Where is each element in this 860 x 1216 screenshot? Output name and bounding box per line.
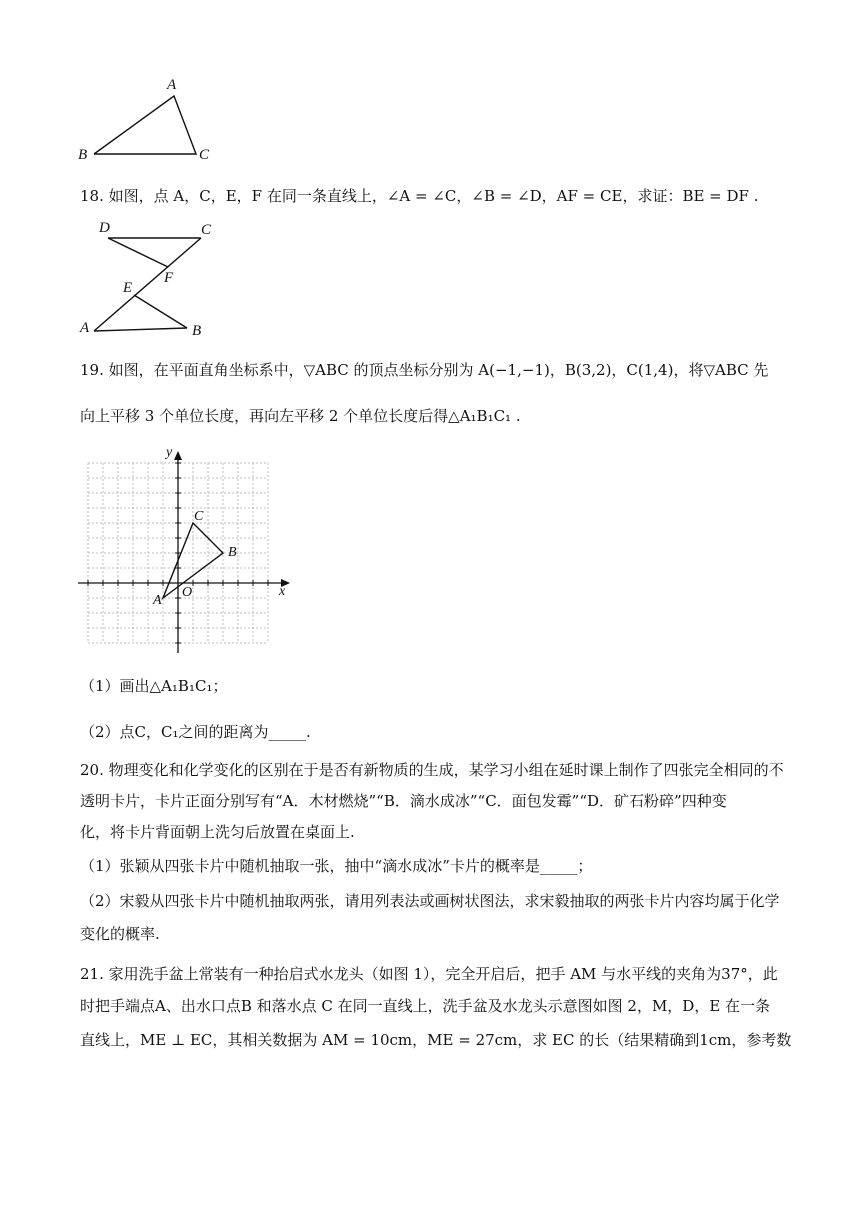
fig18-label-b: B — [192, 323, 202, 339]
fig19-label-y: y — [166, 445, 173, 460]
q21-line2: 时把手端点A、出水口点B 和落水点 C 在同一直线上，洗手盆及水龙头示意图如图 2，M，D，E 在一条 — [80, 997, 771, 1015]
q19-line2: 向上平移 3 个单位长度，再向左平移 2 个单位长度后得△A₁B₁C₁ . — [80, 407, 521, 425]
fig18-label-f: F — [164, 270, 174, 286]
q21-line3: 直线上，ME ⊥ EC，其相关数据为 AM = 10cm，ME = 27cm，求 EC 的长（结果精确到1cm，参考数 — [80, 1031, 792, 1049]
q19-sub1: （1）画出△A₁B₁C₁； — [80, 677, 228, 695]
fig18-label-a: A — [80, 320, 90, 336]
q21-line1: 21. 家用洗手盆上常装有一种抬启式水龙头（如图 1），完全开启后，把手 AM 与水平线的夹角为37°，此 — [80, 965, 778, 983]
fig19-label-b: B — [228, 545, 237, 560]
fig17-label-c: C — [199, 147, 210, 163]
fig19-label-a: A — [153, 593, 162, 608]
q19-sub2: （2）点C，C₁之间的距离为_____. — [80, 723, 311, 741]
fig19-label-o: O — [182, 585, 193, 600]
q20-line1: 20. 物理变化和化学变化的区别在于是否有新物质的生成，某学习小组在延时课上制作了四张完全相同的不 — [80, 761, 784, 779]
fig19-label-x: x — [279, 584, 286, 599]
q20-line2: 透明卡片，卡片正面分别写有“A．木材燃烧”“B．滴水成冰”“C．面包发霉”“D．矿石粉碎”四种变 — [80, 792, 727, 810]
q20-sub2a: （2）宋毅从四张卡片中随机抽取两张，请用列表法或画树状图法，求宋毅抽取的两张卡片内容均属于化学 — [80, 892, 780, 910]
fig18-label-c: C — [201, 222, 212, 238]
figure-19-coordinate-grid — [70, 445, 300, 660]
fig18-label-d: D — [99, 220, 110, 236]
fig19-label-c: C — [194, 509, 204, 524]
q20-sub1: （1）张颖从四张卡片中随机抽取一张，抽中“滴水成冰”卡片的概率是_____； — [80, 857, 593, 875]
fig17-label-a: A — [167, 77, 177, 93]
fig18-label-e: E — [123, 280, 133, 296]
fig17-label-b: B — [78, 147, 88, 163]
q19-line1: 19. 如图，在平面直角坐标系中，▽ABC 的顶点坐标分别为 A(−1,−1)，B(3,2)，C(1,4)，将▽ABC 先 — [80, 361, 769, 379]
q18-text: 18. 如图，点 A，C，E，F 在同一条直线上，∠A = ∠C，∠B = ∠D，AF = CE，求证：BE = DF . — [80, 187, 759, 205]
q20-sub2b: 变化的概率. — [80, 925, 160, 943]
q20-line3: 化，将卡片背面朝上洗匀后放置在桌面上. — [80, 823, 355, 841]
